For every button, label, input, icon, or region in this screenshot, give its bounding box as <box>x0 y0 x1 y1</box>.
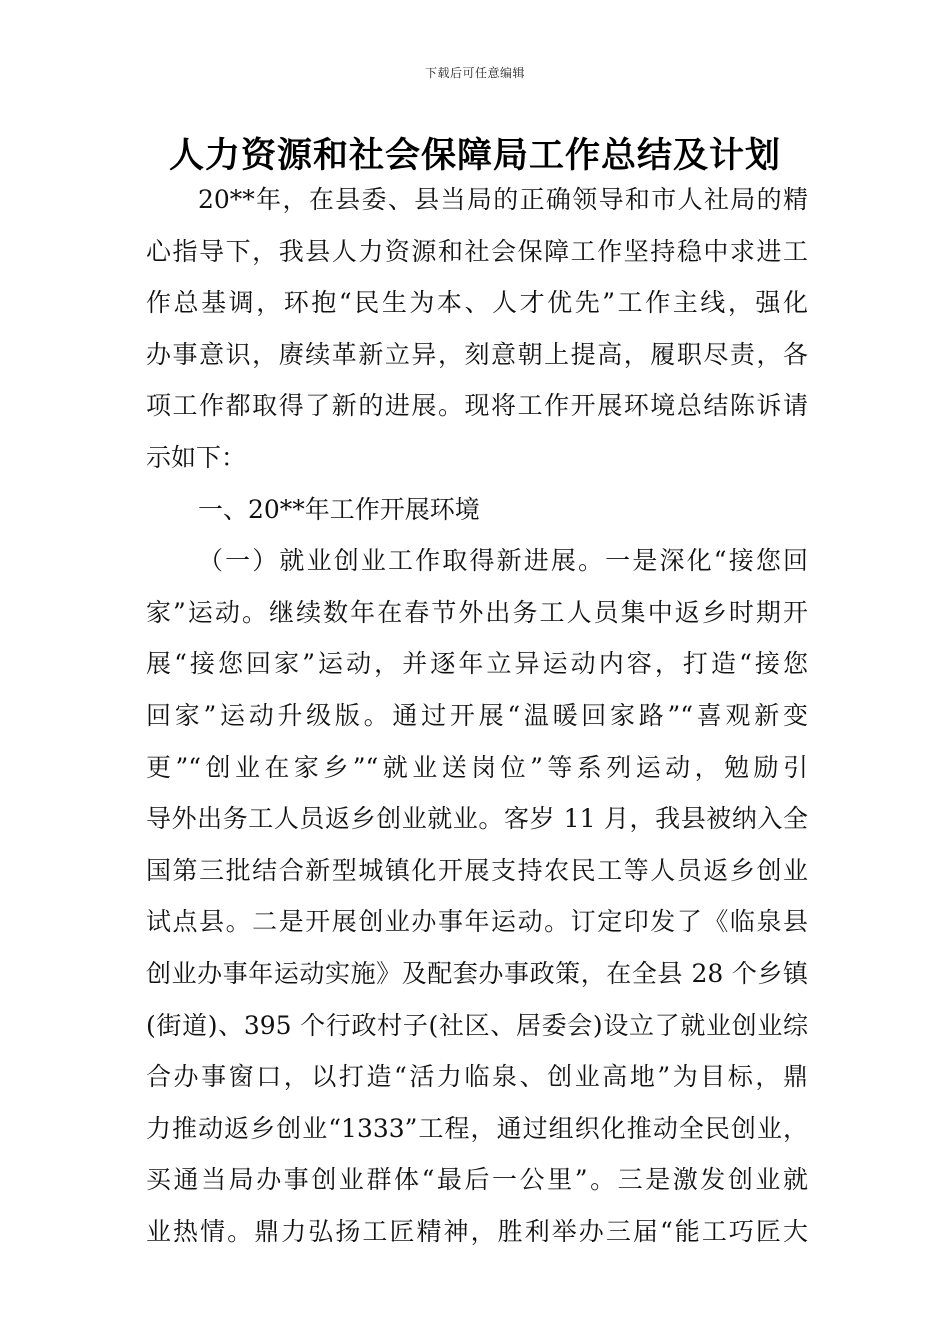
body-line: 创业办事年运动实施》及配套办事政策，在全县 28 个乡镇 <box>146 958 808 988</box>
body-line: 家”运动。继续数年在春节外出务工人员集中返乡时期开 <box>146 597 808 627</box>
body-line: 心指导下，我县人力资源和社会保障工作坚持稳中求进工 <box>146 236 808 266</box>
body-line: 回家”运动升级版。通过开展“温暖回家路”“喜观新变 <box>146 700 808 730</box>
body-line: 业热情。鼎力弘扬工匠精神，胜利举办三届“能工巧匠大 <box>146 1216 808 1246</box>
body-line: 力推动返乡创业“1333”工程，通过组织化推动全民创业， <box>146 1113 808 1143</box>
body-line: (街道)、395 个行政村子(社区、居委会)设立了就业创业综 <box>146 1010 808 1040</box>
body-line: 办事意识，赓续革新立异，刻意朝上提高，履职尽责，各 <box>146 339 808 369</box>
body-line: 作总基调，环抱“民生为本、人才优先”工作主线，强化 <box>146 288 808 318</box>
body-line: 试点县。二是开展创业办事年运动。订定印发了《临泉县 <box>146 907 808 937</box>
body-line: 20**年，在县委、县当局的正确领导和市人社局的精 <box>198 185 808 214</box>
body-line: 合办事窗口，以打造“活力临泉、创业高地”为目标，鼎 <box>146 1062 808 1092</box>
body-line: 项工作都取得了新的进展。现将工作开展环境总结陈诉请 <box>146 391 808 421</box>
body-line: （一）就业创业工作取得新进展。一是深化“接您回 <box>198 546 808 576</box>
section-heading: 一、20**年工作开展环境 <box>198 494 480 524</box>
document-title: 人力资源和社会保障局工作总结及计划 <box>168 136 781 176</box>
body-line: 导外出务工人员返乡创业就业。客岁 11 月，我县被纳入全 <box>146 804 808 834</box>
body-line: 示如下： <box>146 442 247 472</box>
document-body <box>146 174 808 1257</box>
body-line: 国第三批结合新型城镇化开展支持农民工等人员返乡创业 <box>146 855 808 885</box>
body-line: 更”“创业在家乡”“就业送岗位”等系列运动，勉励引 <box>146 752 808 782</box>
body-line: 买通当局办事创业群体“最后一公里”。三是激发创业就 <box>146 1165 808 1195</box>
header-note: 下载后可任意编辑 <box>424 66 525 80</box>
body-line: 展“接您回家”运动，并逐年立异运动内容，打造“接您 <box>146 649 808 679</box>
